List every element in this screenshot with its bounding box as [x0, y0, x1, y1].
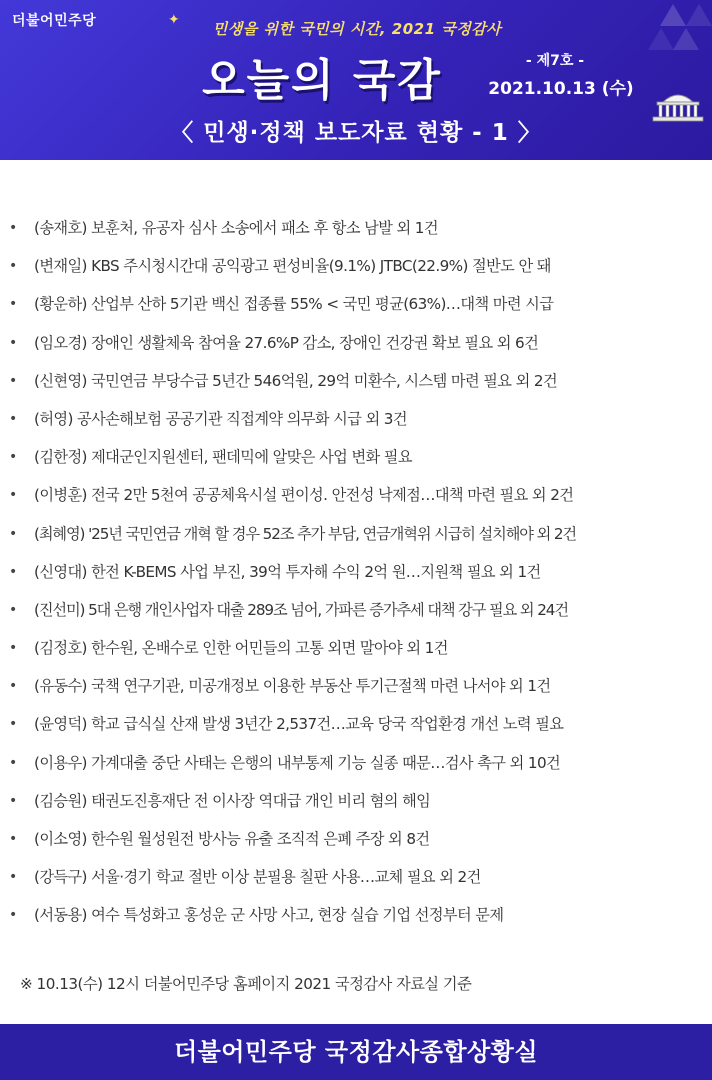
bullet: •	[9, 792, 17, 809]
list-item-text: (황운하) 산업부 산하 5기관 백신 접종률 55% < 국민 평균(63%)…대책 마련 시급	[34, 295, 554, 314]
bullet: •	[9, 640, 17, 657]
bullet: •	[9, 716, 17, 733]
bullet: •	[9, 258, 17, 275]
decor-triangle	[648, 28, 674, 50]
bullet: •	[9, 831, 17, 847]
list-item	[0, 858, 712, 896]
issue-number: - 제7호 -	[525, 53, 585, 69]
list-item	[0, 324, 712, 362]
list-item-text: (김한정) 제대군인지원센터, 팬데믹에 알맞은 사업 변화 필요	[34, 448, 412, 467]
bullet: •	[9, 563, 17, 580]
bullet: •	[9, 296, 17, 313]
list-item-text: (임오경) 장애인 생활체육 참여율 27.6%P 감소, 장애인 건강권 확보 필요 외 6건	[34, 333, 539, 352]
list-item-text: (변재일) KBS 주시청시간대 공익광고 편성비율(9.1%) JTBC(22.9%) 절반도 안 돼	[34, 257, 551, 276]
list-item	[0, 476, 712, 514]
list-item	[0, 247, 712, 285]
list-item-text: (이소영) 한수원 월성원전 방사능 유출 조직적 은폐 주장 외 8건	[34, 830, 430, 848]
list-item-text: (허영) 공사손해보험 공공기관 직접계약 의무화 시급 외 3건	[34, 409, 407, 428]
decor-triangle	[686, 4, 712, 26]
bullet: •	[9, 220, 17, 236]
bullet: •	[9, 754, 17, 771]
bullet: •	[9, 487, 17, 504]
list-item	[0, 553, 712, 591]
list-item-text: (윤영덕) 학교 급식실 산재 발생 3년간 2,537건…교육 당국 작업환경 개선 노력 필요	[34, 715, 564, 734]
slogan: 민생을 위한 국민의 시간, 2021 국정감사	[212, 20, 502, 38]
list-item	[0, 820, 712, 858]
bullet: •	[9, 869, 17, 886]
list-item-text: (신현영) 국민연금 부당수급 5년간 546억원, 29억 미환수, 시스템 마련 필요 외 2건	[34, 371, 558, 390]
page-title: 오늘의 국감	[202, 55, 442, 106]
list-item-text: (김정호) 한수원, 온배수로 인한 어민들의 고통 외면 말아야 외 1건	[34, 639, 448, 658]
bullet: •	[9, 372, 17, 389]
decor-triangle	[660, 4, 686, 26]
party-logo: 더불어민주당	[12, 13, 97, 29]
bullet: •	[9, 907, 17, 924]
footer-title: 더불어민주당 국정감사종합상황실	[173, 1038, 539, 1066]
list-item	[0, 896, 712, 934]
list-item	[0, 705, 712, 743]
subtitle: 〈 민생·정책 보도자료 현황 - 1 〉	[170, 120, 542, 146]
list-item	[0, 362, 712, 400]
bullet: •	[9, 525, 17, 542]
bullet: •	[9, 410, 17, 427]
list-item	[0, 667, 712, 705]
list-item-text: (신영대) 한전 K-BEMS 사업 부진, 39억 투자해 수익 2억 원…지원책 필요 외 1건	[34, 562, 541, 581]
bullet: •	[9, 601, 17, 618]
list-item	[0, 782, 712, 820]
list-item	[0, 744, 712, 782]
list-item	[0, 629, 712, 667]
sparkle-icon: ✦	[168, 12, 180, 28]
list-item	[0, 400, 712, 438]
list-item	[0, 285, 712, 323]
list-item	[0, 515, 712, 553]
bullet: •	[9, 678, 17, 695]
list-item-text: (송재호) 보훈처, 유공자 심사 소송에서 패소 후 항소 남발 외 1건	[34, 219, 438, 237]
list-item	[0, 209, 712, 247]
bullet: •	[9, 449, 17, 466]
decor-triangle	[673, 28, 699, 50]
press-release-list	[0, 209, 712, 935]
footer-banner	[0, 1024, 712, 1080]
list-item-text: (강득구) 서울·경기 학교 절반 이상 분필용 칠판 사용…교체 필요 외 2건	[34, 868, 481, 887]
list-item-text: (이병훈) 전국 2만 5천여 공공체육시설 편이성. 안전성 낙제점…대책 마련 필요 외 2건	[34, 486, 574, 505]
list-item-text: (서동용) 여수 특성화고 홍성운 군 사망 사고, 현장 실습 기업 선정부터 문제	[34, 906, 504, 925]
list-item-text: (유동수) 국책 연구기관, 미공개정보 이용한 부동산 투기근절책 마련 나서야 외 1건	[34, 677, 551, 696]
list-item	[0, 591, 712, 629]
list-item-text: (진선미) 5대 은행 개인사업자 대출 289조 넘어, 가파른 증가추세 대책 강구 필요 외 24건	[34, 600, 568, 619]
list-item-text: (김승원) 태권도진흥재단 전 이사장 역대급 개인 비리 혐의 해임	[34, 791, 431, 810]
list-item-text: (최혜영) '25년 국민연금 개혁 할 경우 52조 추가 부담, 연금개혁위 시급히 설치해야 외 2건	[34, 524, 577, 543]
list-item	[0, 438, 712, 476]
list-item-text: (이용우) 가계대출 중단 사태는 은행의 내부통제 기능 실종 때문…검사 촉구 외 10건	[34, 753, 561, 772]
issue-date: 2021.10.13 (수)	[488, 79, 634, 99]
footnote: ※ 10.13(수) 12시 더불어민주당 홈페이지 2021 국정감사 자료실 기준	[20, 975, 472, 993]
header-banner	[0, 0, 712, 160]
bullet: •	[9, 334, 17, 351]
